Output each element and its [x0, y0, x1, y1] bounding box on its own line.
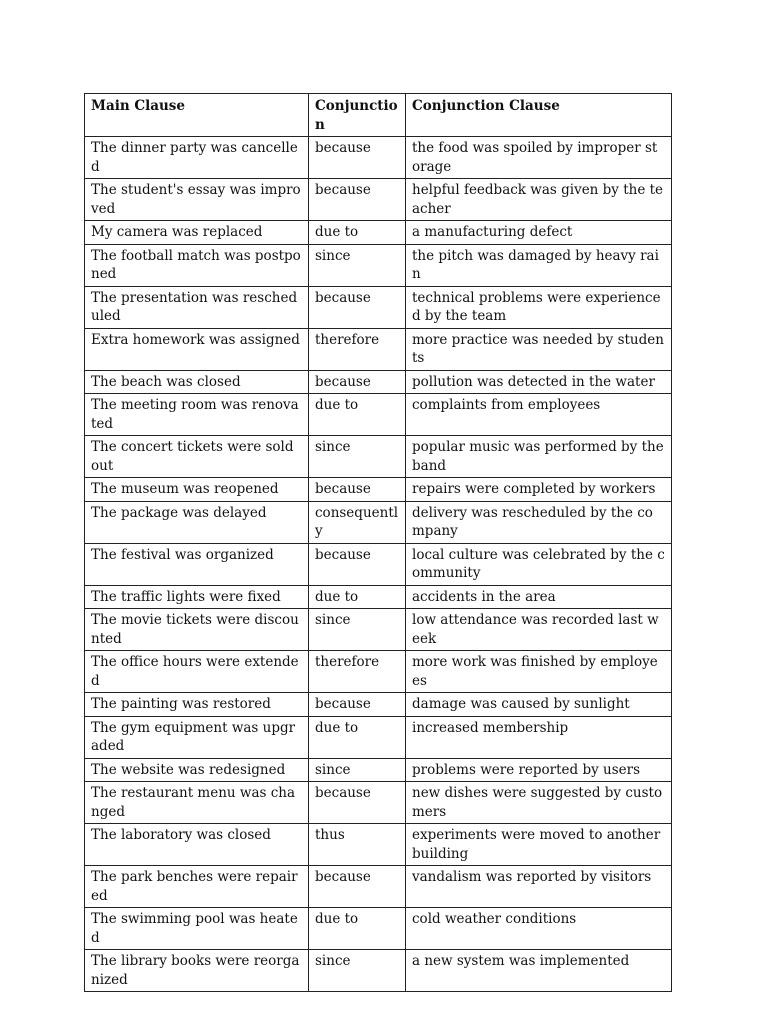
main-clause-cell: My camera was replaced [85, 221, 309, 245]
table-row [85, 716, 672, 758]
conjunction-clause-cell: damage was caused by sunlight [406, 693, 672, 717]
table-row [85, 908, 672, 950]
conjunction-clause-cell: delivery was rescheduled by the company [406, 501, 672, 543]
main-clause-cell: The restaurant menu was changed [85, 782, 309, 824]
conjunction-cell: because [309, 543, 406, 585]
main-clause-cell: The museum was reopened [85, 478, 309, 502]
clauses-table [84, 93, 672, 992]
table-row [85, 758, 672, 782]
conjunction-cell: therefore [309, 651, 406, 693]
main-clause-cell: The beach was closed [85, 370, 309, 394]
conjunction-cell: because [309, 866, 406, 908]
conjunction-cell: due to [309, 585, 406, 609]
conjunction-clause-cell: more practice was needed by students [406, 328, 672, 370]
conjunction-cell: consequently [309, 501, 406, 543]
conjunction-cell: since [309, 950, 406, 992]
conjunction-clause-cell: the food was spoiled by improper storage [406, 137, 672, 179]
conjunction-clause-cell: vandalism was reported by visitors [406, 866, 672, 908]
table-body [85, 137, 672, 992]
main-clause-cell: The presentation was rescheduled [85, 286, 309, 328]
main-clause-cell: The park benches were repaired [85, 866, 309, 908]
table-row [85, 328, 672, 370]
conjunction-clause-cell: helpful feedback was given by the teacher [406, 179, 672, 221]
conjunction-clause-cell: more work was finished by employees [406, 651, 672, 693]
conjunction-clause-cell: repairs were completed by workers [406, 478, 672, 502]
conjunction-cell: since [309, 244, 406, 286]
table-row [85, 824, 672, 866]
conjunction-cell: due to [309, 908, 406, 950]
main-clause-cell: The website was redesigned [85, 758, 309, 782]
conjunction-clause-cell: a new system was implemented [406, 950, 672, 992]
conjunction-cell: due to [309, 221, 406, 245]
conjunction-cell: due to [309, 716, 406, 758]
conjunction-cell: due to [309, 394, 406, 436]
table-row [85, 137, 672, 179]
main-clause-cell: Extra homework was assigned [85, 328, 309, 370]
table-row [85, 651, 672, 693]
main-clause-cell: The library books were reorganized [85, 950, 309, 992]
conjunction-clause-cell: technical problems were experienced by the team [406, 286, 672, 328]
table-row [85, 286, 672, 328]
main-clause-cell: The traffic lights were fixed [85, 585, 309, 609]
conjunction-clause-cell: the pitch was damaged by heavy rain [406, 244, 672, 286]
conjunction-cell: because [309, 179, 406, 221]
conjunction-clause-cell: cold weather conditions [406, 908, 672, 950]
conjunction-cell: therefore [309, 328, 406, 370]
main-clause-cell: The football match was postponed [85, 244, 309, 286]
table-row [85, 609, 672, 651]
conjunction-clause-cell: new dishes were suggested by customers [406, 782, 672, 824]
main-clause-cell: The gym equipment was upgraded [85, 716, 309, 758]
conjunction-clause-cell: a manufacturing defect [406, 221, 672, 245]
main-clause-cell: The painting was restored [85, 693, 309, 717]
header-main-clause: Main Clause [85, 94, 309, 137]
table-row [85, 866, 672, 908]
table-row [85, 950, 672, 992]
main-clause-cell: The meeting room was renovated [85, 394, 309, 436]
main-clause-cell: The swimming pool was heated [85, 908, 309, 950]
conjunction-cell: because [309, 370, 406, 394]
table-row [85, 244, 672, 286]
main-clause-cell: The package was delayed [85, 501, 309, 543]
conjunction-cell: thus [309, 824, 406, 866]
table-row [85, 585, 672, 609]
conjunction-cell: because [309, 137, 406, 179]
conjunction-clause-cell: pollution was detected in the water [406, 370, 672, 394]
conjunction-cell: since [309, 758, 406, 782]
table-header-row [85, 94, 672, 137]
conjunction-cell: since [309, 609, 406, 651]
main-clause-cell: The laboratory was closed [85, 824, 309, 866]
table-row [85, 394, 672, 436]
conjunction-clause-cell: increased membership [406, 716, 672, 758]
table-row [85, 543, 672, 585]
table-row [85, 179, 672, 221]
conjunction-cell: since [309, 436, 406, 478]
header-conjunction: Conjunction [309, 94, 406, 137]
main-clause-cell: The office hours were extended [85, 651, 309, 693]
conjunction-cell: because [309, 693, 406, 717]
conjunction-cell: because [309, 782, 406, 824]
table-row [85, 782, 672, 824]
conjunction-cell: because [309, 478, 406, 502]
conjunction-clause-cell: low attendance was recorded last week [406, 609, 672, 651]
table-row [85, 221, 672, 245]
conjunction-clause-cell: accidents in the area [406, 585, 672, 609]
conjunction-clause-cell: complaints from employees [406, 394, 672, 436]
main-clause-cell: The concert tickets were sold out [85, 436, 309, 478]
conjunction-clause-cell: local culture was celebrated by the community [406, 543, 672, 585]
table-row [85, 501, 672, 543]
main-clause-cell: The dinner party was cancelled [85, 137, 309, 179]
conjunction-clause-cell: popular music was performed by the band [406, 436, 672, 478]
table-row [85, 693, 672, 717]
conjunction-clause-cell: experiments were moved to another building [406, 824, 672, 866]
main-clause-cell: The festival was organized [85, 543, 309, 585]
table-row [85, 370, 672, 394]
main-clause-cell: The student's essay was improved [85, 179, 309, 221]
header-conjunction-clause: Conjunction Clause [406, 94, 672, 137]
table-row [85, 436, 672, 478]
table-row [85, 478, 672, 502]
conjunction-cell: because [309, 286, 406, 328]
conjunction-clause-cell: problems were reported by users [406, 758, 672, 782]
main-clause-cell: The movie tickets were discounted [85, 609, 309, 651]
